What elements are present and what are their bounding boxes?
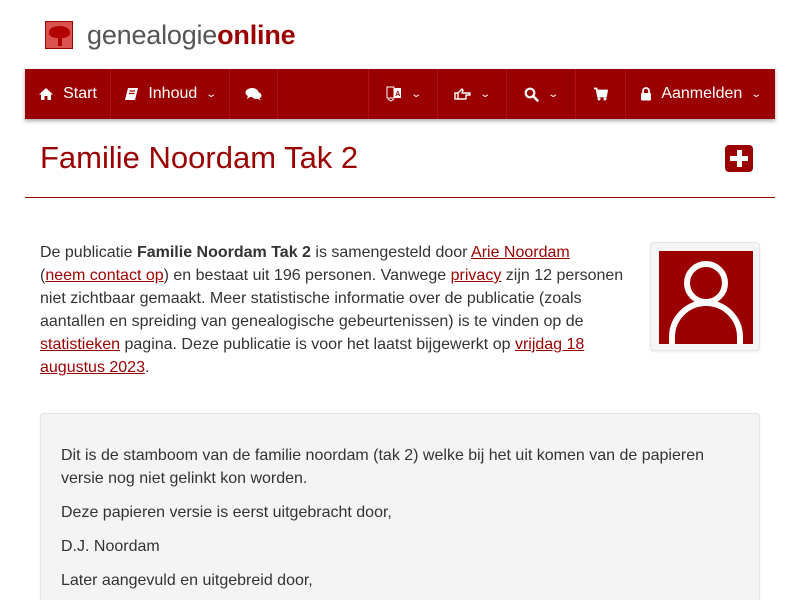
main-navbar [25,69,775,119]
nav-inhoud[interactable] [111,69,230,119]
description-paragraph: Deze papieren versie is eerst uitgebracht door, [61,504,392,521]
nav-start-label: Start [63,85,97,102]
description-paragraph: D.J. Noordam [61,538,160,555]
search-icon [524,87,539,102]
nav-login[interactable] [626,69,775,119]
brand[interactable] [45,18,295,52]
book-icon [124,87,139,101]
description-paragraph: Later aangevuld en uitgebreid door, [61,572,313,589]
language-icon [386,86,402,102]
home-icon [38,87,54,101]
statistics-link[interactable]: statistieken [40,336,121,353]
chevron-down-icon: ⌄ [205,88,218,100]
user-icon [659,251,753,344]
brand-name: genealogieonline [87,19,296,50]
plus-square-icon[interactable] [725,145,753,172]
page-title: Familie Noordam Tak 2 [40,140,359,175]
tree-icon [45,21,73,49]
svg-text:A: A [395,91,401,98]
chevron-down-icon: ⌄ [547,88,560,100]
description-paragraph: Dit is de stamboom van de familie noordam (tak 2) welke bij het uit komen van de papieren versie nog niet gelinkt kon worden. [61,447,704,487]
chevron-down-icon: ⌄ [410,88,422,100]
nav-cart[interactable] [576,69,626,119]
nav-hand-pointer[interactable] [438,69,507,119]
title-divider [25,197,775,198]
author-avatar-frame [650,242,760,351]
chevron-down-icon: ⌄ [750,88,763,100]
nav-forum[interactable] [230,69,278,119]
nav-login-label: Aanmelden [661,85,743,102]
chevron-down-icon: ⌄ [479,88,492,100]
description-panel [40,413,760,600]
publication-name: Familie Noordam Tak 2 [136,244,311,261]
cart-icon [593,87,608,101]
comments-icon [245,87,262,101]
lock-icon [640,87,652,101]
publication-intro: De publicatie Familie Noordam Tak 2 is samengesteld door Arie Noordam (neem contact op) en bestaat uit 196 personen. Vanwege privacy zijn 12 personen niet zichtbaar gemaakt. Meer statistische informatie over de publicatie (zoals aantallen en spreiding van genealogische gebeurtenissen) is te vinden op de statistieken pagina. Deze publicatie is voor het laatst bijgewerkt op vrijdag 18 augustus 2023. [40,244,624,376]
hand-pointing-icon [454,87,471,101]
contact-link[interactable]: neem contact op [45,267,164,284]
last-updated-link[interactable]: vrijdag 18 augustus 2023 [40,336,585,376]
author-link[interactable]: Arie Noordam [471,244,570,261]
nav-language[interactable] [368,69,438,119]
nav-start[interactable] [25,69,111,119]
privacy-link[interactable]: privacy [450,267,502,284]
nav-inhoud-label: Inhoud [148,85,198,102]
nav-search[interactable] [507,69,576,119]
